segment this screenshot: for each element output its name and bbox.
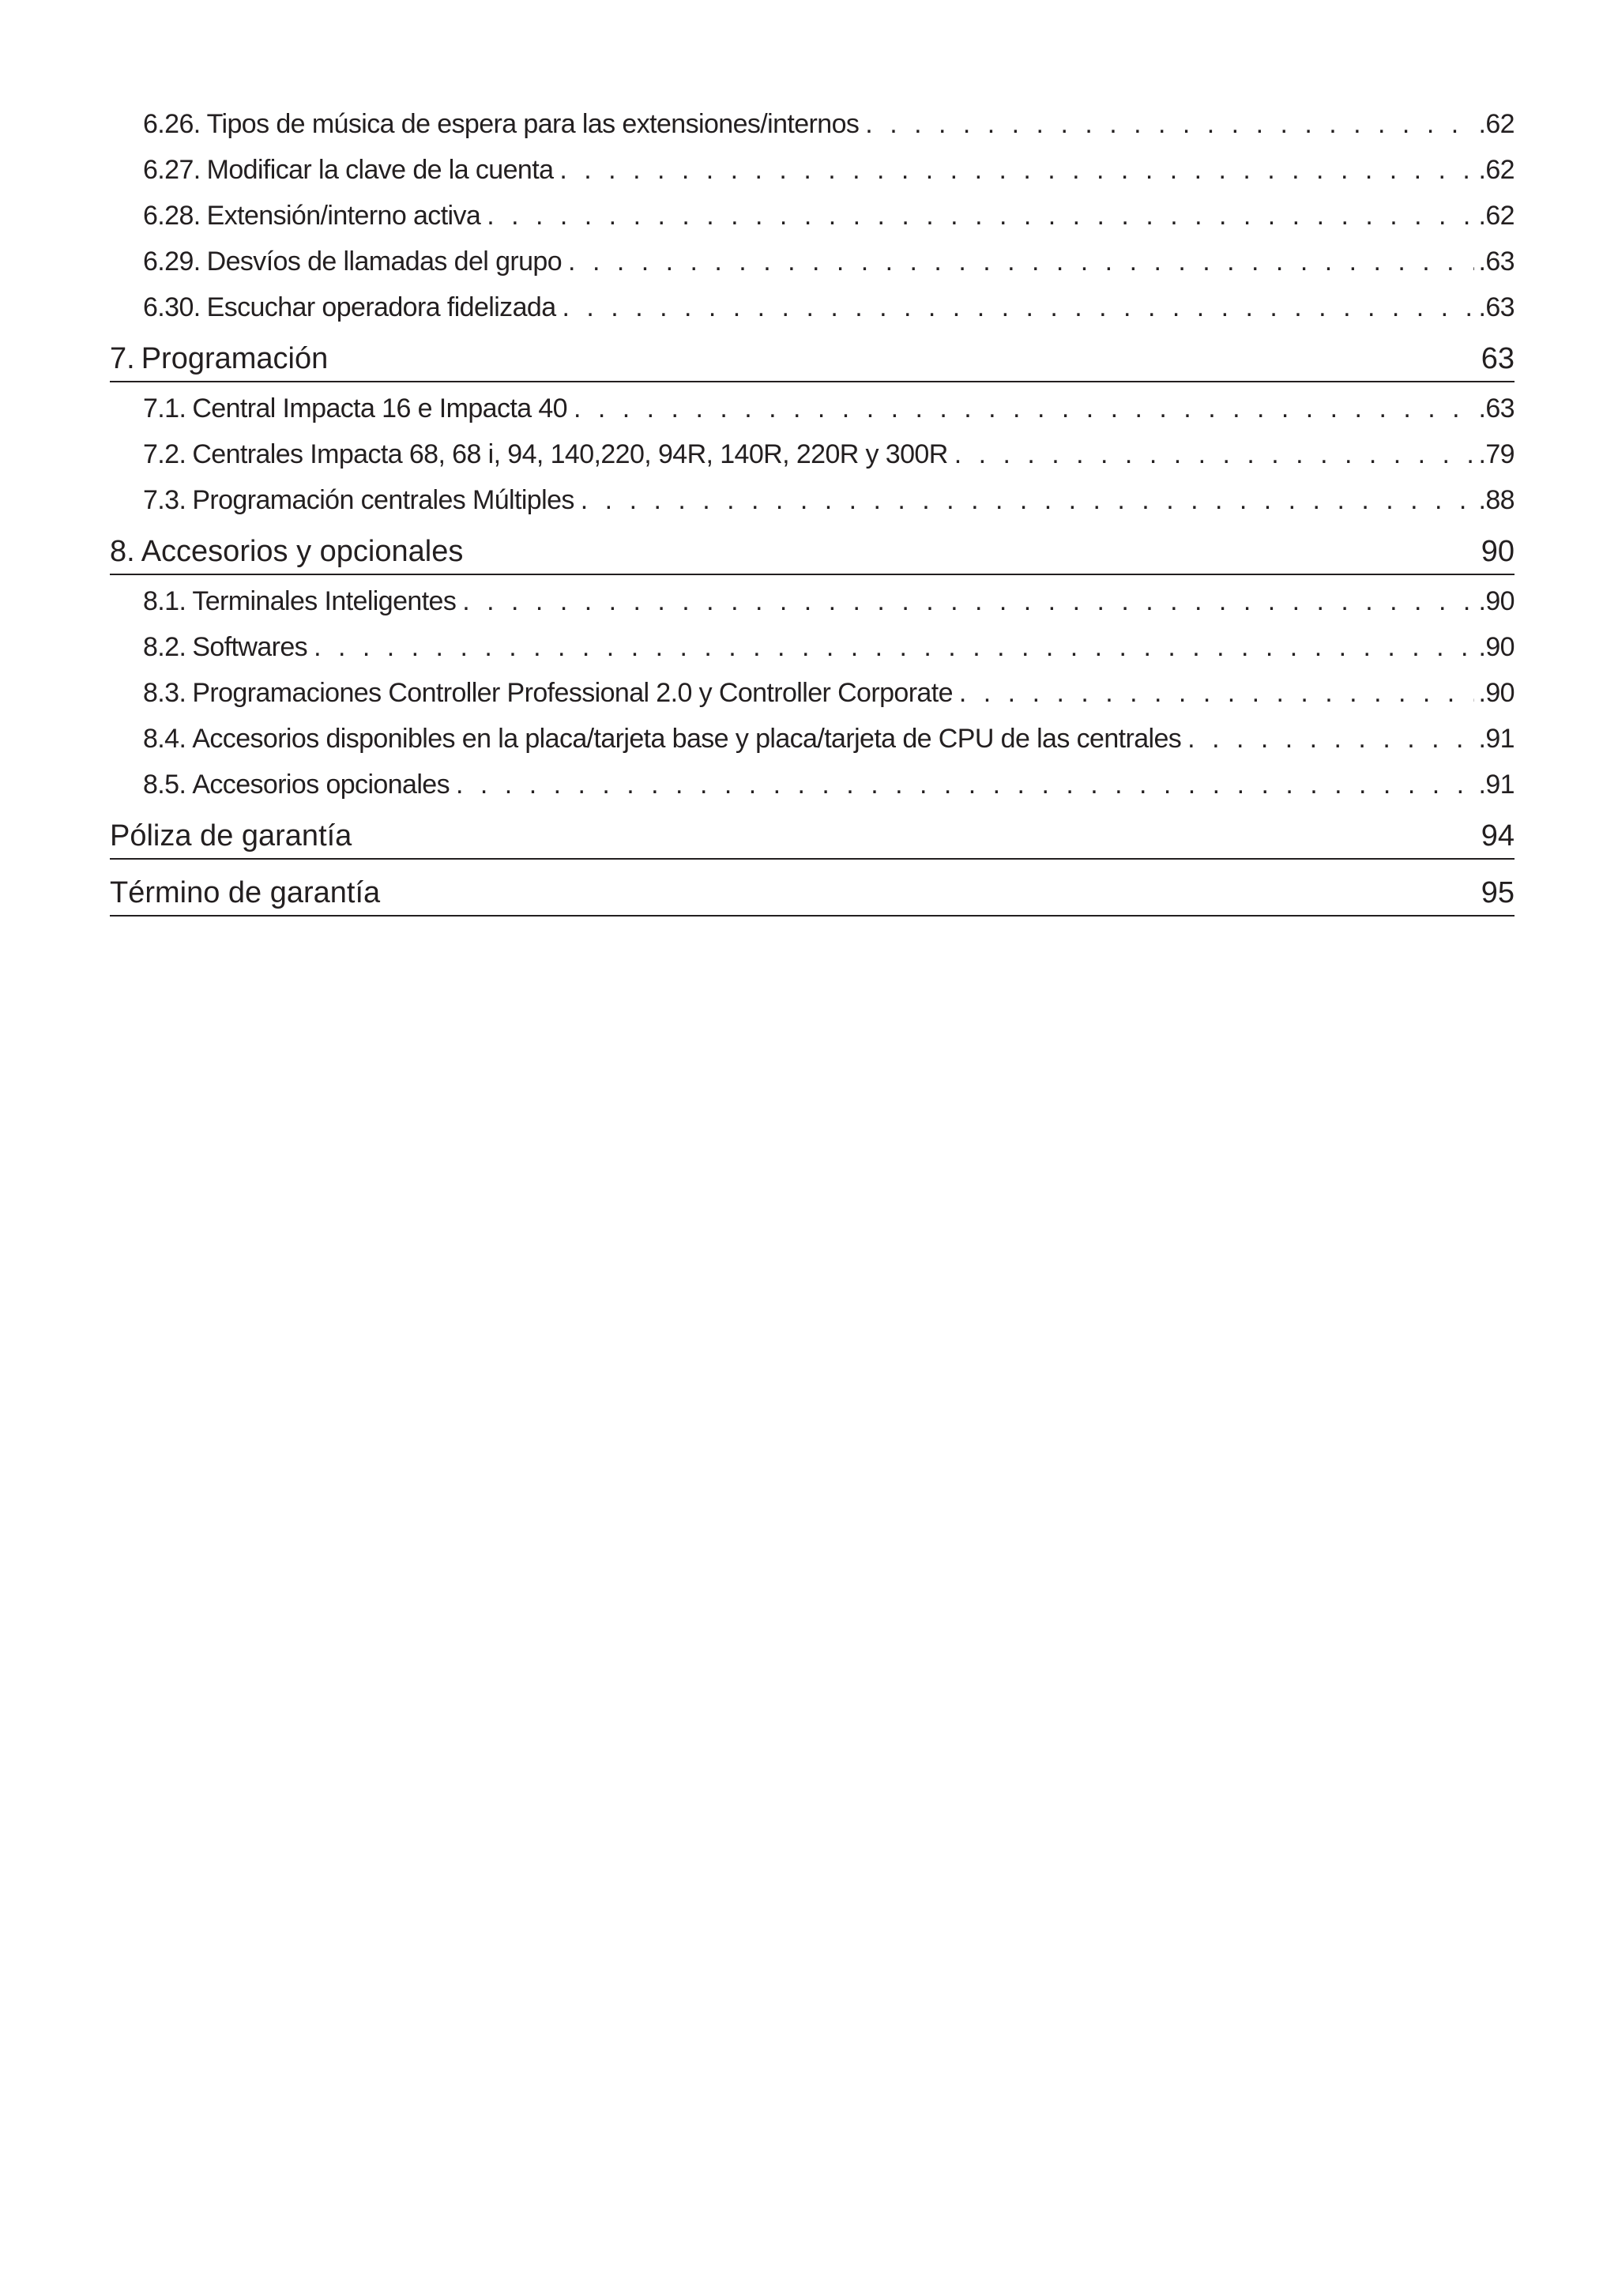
entry-title: Central Impacta 16 e Impacta 40 (192, 393, 567, 423)
entry-title: Terminales Inteligentes (192, 586, 457, 616)
entry-number: 6.27. (143, 155, 201, 185)
toc-entry-6-30[interactable] (110, 284, 1515, 330)
dot-leader (563, 284, 1474, 330)
entry-page: .62 (1478, 155, 1515, 185)
entry-number: 6.28. (143, 201, 201, 231)
entry-number: 8.5. (143, 770, 186, 800)
entry-page: .90 (1478, 678, 1515, 708)
chapter-title: Póliza de garantía (110, 819, 352, 853)
entry-title: Extensión/interno activa (206, 201, 481, 231)
toc-entry-6-27[interactable] (110, 147, 1515, 193)
entry-number: 8.1. (143, 586, 186, 616)
toc-entry-8-1[interactable] (110, 578, 1515, 624)
toc-entry-8-3[interactable] (110, 670, 1515, 716)
entry-page: .91 (1478, 724, 1515, 754)
chapter-title: Término de garantía (110, 876, 381, 909)
toc-chapter-poliza-garantia[interactable] (110, 807, 1515, 860)
entry-page: .63 (1478, 292, 1515, 322)
entry-title: Programaciones Controller Professional 2.0 y Controller Corporate (192, 678, 953, 708)
entry-number: 6.26. (143, 109, 201, 139)
toc-entry-7-3[interactable] (110, 477, 1515, 523)
dot-leader (959, 670, 1474, 716)
toc-entry-6-29[interactable] (110, 239, 1515, 284)
table-of-contents (110, 101, 1515, 920)
dot-leader (314, 624, 1473, 670)
entry-number: 8.2. (143, 632, 186, 662)
entry-number: 8.3. (143, 678, 186, 708)
entry-title: Programación centrales Múltiples (192, 485, 574, 515)
toc-entry-8-4[interactable] (110, 716, 1515, 762)
entry-title: Centrales Impacta 68, 68 i, 94, 140,220, 94R, 140R, 220R y 300R (192, 439, 948, 469)
toc-chapter-8[interactable] (110, 523, 1515, 575)
dot-leader (865, 101, 1473, 147)
entry-page: .90 (1478, 632, 1515, 662)
entry-title: Tipos de música de espera para las extensiones/internos (206, 109, 860, 139)
chapter-page: 94 (1481, 819, 1515, 853)
dot-leader (954, 431, 1474, 477)
toc-entry-6-28[interactable] (110, 193, 1515, 239)
entry-page: .62 (1478, 109, 1515, 139)
toc-chapter-termino-garantia[interactable] (110, 864, 1515, 917)
chapter-title: Accesorios y opcionales (141, 535, 464, 568)
dot-leader (559, 147, 1473, 193)
toc-chapter-7[interactable] (110, 330, 1515, 382)
chapter-page: 90 (1481, 535, 1515, 568)
dot-leader (462, 578, 1473, 624)
toc-entry-8-2[interactable] (110, 624, 1515, 670)
entry-page: .63 (1478, 247, 1515, 277)
entry-title: Accesorios disponibles en la placa/tarjeta base y placa/tarjeta de CPU de las centrales (192, 724, 1182, 754)
entry-number: 8.4. (143, 724, 186, 754)
dot-leader (568, 239, 1473, 284)
entry-title: Escuchar operadora fidelizada (206, 292, 556, 322)
entry-page: .91 (1478, 770, 1515, 800)
entry-page: .90 (1478, 586, 1515, 616)
dot-leader (574, 386, 1474, 431)
entry-page: .62 (1478, 201, 1515, 231)
entry-title: Accesorios opcionales (192, 770, 450, 800)
entry-number: 7.2. (143, 439, 186, 469)
entry-page: .79 (1478, 439, 1515, 469)
toc-entry-7-2[interactable] (110, 431, 1515, 477)
entry-number: 7.3. (143, 485, 186, 515)
toc-entry-6-26[interactable] (110, 101, 1515, 147)
entry-number: 6.29. (143, 247, 201, 277)
dot-leader (581, 477, 1474, 523)
entry-page: .63 (1478, 393, 1515, 423)
chapter-number: 8. (110, 535, 135, 568)
chapter-page: 63 (1481, 342, 1515, 375)
chapter-number: 7. (110, 342, 135, 375)
entry-number: 7.1. (143, 393, 186, 423)
chapter-page: 95 (1481, 876, 1515, 909)
dot-leader (487, 193, 1473, 239)
dot-leader (456, 762, 1474, 807)
entry-title: Desvíos de llamadas del grupo (206, 247, 563, 277)
toc-entry-7-1[interactable] (110, 386, 1515, 431)
dot-leader (1187, 716, 1473, 762)
entry-title: Softwares (192, 632, 308, 662)
entry-title: Modificar la clave de la cuenta (206, 155, 554, 185)
entry-page: .88 (1478, 485, 1515, 515)
toc-entry-8-5[interactable] (110, 762, 1515, 807)
chapter-title: Programación (141, 342, 329, 375)
entry-number: 6.30. (143, 292, 201, 322)
